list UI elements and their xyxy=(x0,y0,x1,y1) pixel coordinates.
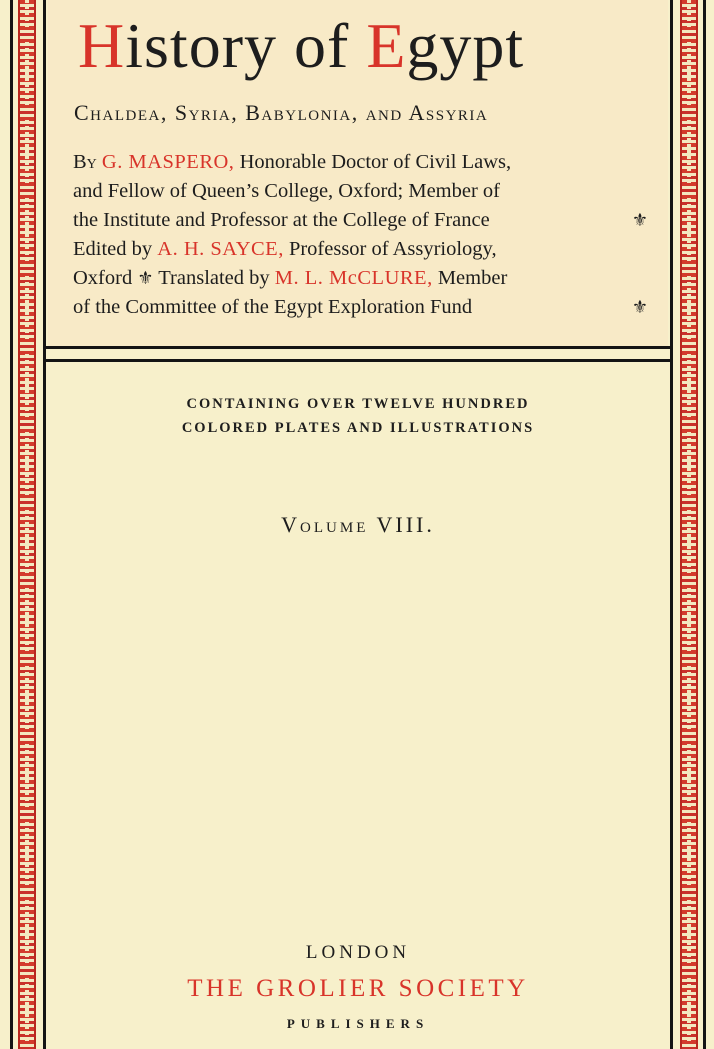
border-line-right-outer xyxy=(703,0,706,1049)
book-subtitle: Chaldea, Syria, Babylonia, and Assyria xyxy=(74,100,489,125)
editor-name: A. H. SAYCE, xyxy=(157,238,284,260)
fleur-de-lis-icon: ⚜ xyxy=(137,268,154,288)
credits-line-5: Oxford ⚜ Translated by M. L. McCLURE, Member xyxy=(73,267,508,289)
credits-block xyxy=(73,148,648,322)
title-initial-e: E xyxy=(366,10,407,81)
credits-line-2: and Fellow of Queen’s College, Oxford; Member of xyxy=(73,180,500,202)
credits-line-3: the Institute and Professor at the College of France ⚜ xyxy=(73,206,648,235)
fleur-de-lis-icon: ⚜ xyxy=(631,210,648,230)
fleur-de-lis-icon: ⚜ xyxy=(631,297,648,317)
title-part-2: gypt xyxy=(406,10,525,81)
divider-rule-bottom xyxy=(43,359,673,362)
credits-line-6: of the Committee of the Egypt Exploration Fund ⚜ xyxy=(73,293,648,322)
imprint-label: PUBLISHERS xyxy=(286,1016,430,1031)
chain-border-right xyxy=(680,0,698,1049)
volume-number: Volume VIII. xyxy=(281,512,435,537)
book-title xyxy=(78,8,668,84)
translator-name: M. L. McCLURE, xyxy=(274,267,433,289)
border-line-right-inner xyxy=(670,0,673,1049)
imprint-city: LONDON xyxy=(305,942,411,963)
credits-line-1: By G. MASPERO, Honorable Doctor of Civil Laws, xyxy=(73,151,512,173)
chain-border-left xyxy=(18,0,36,1049)
title-initial-h: H xyxy=(78,10,126,81)
border-line-left-inner xyxy=(43,0,46,1049)
contents-note: CONTAINING OVER TWELVE HUNDRED COLORED PLATES AND ILLUSTRATIONS xyxy=(181,396,535,436)
border-line-left-outer xyxy=(10,0,13,1049)
credits-line-4: Edited by A. H. SAYCE, Professor of Assyriology, xyxy=(73,238,497,260)
title-part-1: istory of xyxy=(125,10,367,81)
imprint-publisher: THE GROLIER SOCIETY xyxy=(187,975,529,1002)
author-name: G. MASPERO, xyxy=(101,151,235,173)
divider-rule-top xyxy=(43,346,673,349)
